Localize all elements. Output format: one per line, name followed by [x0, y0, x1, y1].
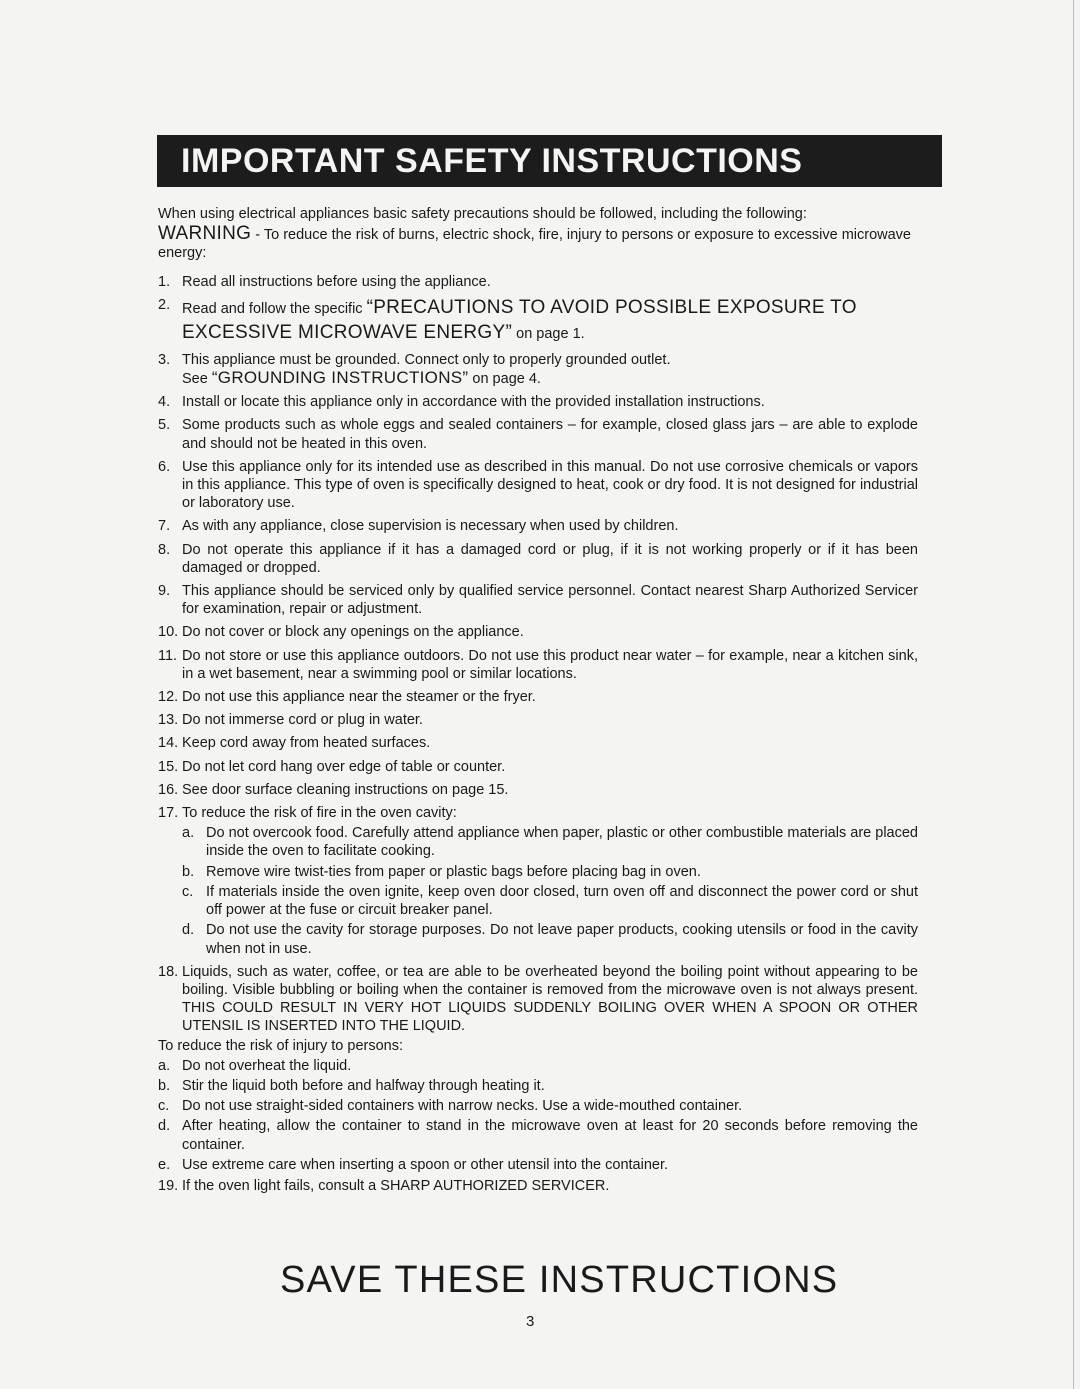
intro-line: When using electrical appliances basic safety precautions should be followed, including the following:: [158, 206, 807, 222]
item-text: Do not store or use this appliance outdoors. Do not use this product near water – for example, near a kitchen sink, in a wet basement, near a swimming pool or similar locations.: [182, 647, 918, 682]
item-text-emphasis: “PRECAUTIONS TO AVOID POSSIBLE EXPOSURE TO EXCESSIVE MICROWAVE ENERGY”: [182, 296, 857, 343]
save-instructions-title: SAVE THESE INSTRUCTIONS: [280, 1259, 839, 1301]
item-text: [182, 296, 918, 346]
list-item: [158, 963, 918, 1036]
list-item: [158, 351, 918, 388]
list-item: [158, 623, 918, 641]
list-item: [158, 711, 918, 729]
sub-item-letter: b.: [158, 1077, 171, 1094]
list-item: [158, 517, 918, 535]
list-item: [158, 734, 918, 752]
item-number: 17.: [158, 805, 179, 822]
item-text: Do not cover or block any openings on the appliance.: [182, 624, 524, 641]
list-item: [158, 781, 918, 799]
sub-item-text: After heating, allow the container to stand in the microwave oven at least for 20 seconds before removing the container.: [182, 1118, 918, 1153]
item-number: 8.: [158, 541, 171, 558]
item-text: Install or locate this appliance only in accordance with the provided installation instructions.: [182, 394, 765, 411]
item-number: 4.: [158, 394, 171, 411]
item-number: 2.: [158, 296, 171, 313]
item-body: [182, 804, 918, 958]
item-number: 5.: [158, 417, 171, 434]
page-number: 3: [526, 1313, 535, 1330]
list-item: [158, 393, 918, 411]
item-number: 19.: [158, 1177, 179, 1194]
item-number: 13.: [158, 712, 179, 729]
warning-paragraph: [158, 225, 918, 262]
page-edge-line: [1073, 0, 1074, 1389]
sub-item: [158, 1057, 918, 1075]
item-text: Do not immerse cord or plug in water.: [182, 712, 423, 729]
item-number: 6.: [158, 458, 171, 475]
item-number: 1.: [158, 273, 171, 290]
sub-item-letter: d.: [182, 922, 195, 939]
sub-item-text: If materials inside the oven ignite, keep oven door closed, turn oven off and disconnect the power cord or shut off power at the fuse or circuit breaker panel.: [206, 883, 918, 919]
item-body: [182, 963, 918, 1036]
item-text-post: on page 4.: [468, 371, 541, 388]
item-text: Liquids, such as water, coffee, or tea are able to be overheated beyond the boiling point without appearing to be boiling. Visible bubbling or boiling when the container is removed from the microwave oven is not always present. THIS COULD RESULT IN VERY HOT LIQUIDS SUDDENLY BOILING OVER WHEN A SPOON OR OTHER UTENSIL IS INSERTED INTO THE LIQUID.: [182, 963, 918, 1035]
sub-item: [182, 921, 918, 957]
instructions-body: [158, 205, 918, 1195]
sub-item-letter: e.: [158, 1156, 171, 1173]
sub-item: [158, 1097, 918, 1115]
item-number: 9.: [158, 583, 171, 600]
item-text-emphasis: “GROUNDING INSTRUCTIONS”: [211, 368, 469, 388]
item-number: 10.: [158, 624, 179, 641]
sub-item-letter: c.: [182, 883, 194, 900]
list-item: [158, 416, 918, 452]
item-number: 14.: [158, 735, 179, 752]
sub-item-text: Do not use the cavity for storage purposes. Do not leave paper products, cooking utensils or food in the cavity when not in use.: [206, 922, 918, 957]
item-text: Use this appliance only for its intended use as described in this manual. Do not use corrosive chemicals or vapors in this appliance. This type of oven is specifically designed to heat, cook or dry food. It is not designed for industrial or laboratory use.: [182, 458, 918, 512]
sub-item-text: Do not overheat the liquid.: [182, 1057, 352, 1074]
item-number: 16.: [158, 781, 179, 798]
list-item: [158, 758, 918, 776]
sub-item-text: Remove wire twist-ties from paper or plastic bags before placing bag in oven.: [206, 863, 701, 880]
list-item: [158, 688, 918, 706]
item-text: Do not let cord hang over edge of table or counter.: [182, 758, 506, 775]
sub-item-letter: c.: [158, 1098, 170, 1115]
safety-banner: IMPORTANT SAFETY INSTRUCTIONS: [157, 135, 942, 187]
item-text: Do not use this appliance near the steamer or the fryer.: [182, 689, 536, 706]
sub-item-text: Do not use straight-sided containers with narrow necks. Use a wide-mouthed container.: [182, 1098, 743, 1115]
sub-item-text: Do not overcook food. Carefully attend appliance when paper, plastic or other combustible materials are placed inside the oven to facilitate cooking.: [206, 825, 918, 860]
sub-item: [182, 824, 918, 860]
item-number: 11.: [158, 647, 178, 664]
item-lead: To reduce the risk of injury to persons:: [158, 1037, 404, 1054]
item-text: Read all instructions before using the appliance.: [182, 273, 491, 290]
item-number: 18.: [158, 963, 179, 980]
item-text-main: This appliance must be grounded. Connect only to properly grounded outlet.: [182, 351, 671, 368]
item-text: As with any appliance, close supervision is necessary when used by children.: [182, 518, 679, 535]
sub-item-letter: d.: [158, 1118, 171, 1135]
sub-item-text: Stir the liquid both before and halfway through heating it.: [182, 1077, 545, 1094]
list-item: [158, 541, 918, 577]
sub-item: [158, 1156, 918, 1174]
item-text: Keep cord away from heated surfaces.: [182, 735, 431, 752]
list-item: [158, 273, 918, 291]
list-item: [158, 296, 918, 346]
sub-item-letter: a.: [158, 1057, 171, 1074]
list-item: [158, 1177, 918, 1195]
sub-item-letter: b.: [182, 863, 195, 880]
list-item: [158, 582, 918, 618]
item-number: 15.: [158, 758, 179, 775]
item-text: To reduce the risk of fire in the oven cavity:: [182, 805, 457, 822]
sub-item: [182, 863, 918, 881]
sub-item-letter: a.: [182, 825, 195, 842]
list-item: [158, 647, 918, 683]
sub-item-text: Use extreme care when inserting a spoon or other utensil into the container.: [182, 1156, 669, 1173]
warning-text: - To reduce the risk of burns, electric shock, fire, injury to persons or exposure to excessive microwave energy:: [158, 227, 911, 262]
list-item: [158, 458, 918, 513]
list-item: [158, 804, 918, 958]
item-text-pre: See: [182, 371, 212, 388]
item-text: Some products such as whole eggs and sealed containers – for example, closed glass jars – are able to explode and should not be heated in this oven.: [182, 417, 918, 452]
item-text-pre: Read and follow the specific: [182, 300, 367, 317]
item-text-post: on page 1.: [512, 325, 585, 342]
warning-word: WARNING: [158, 223, 252, 245]
item-text: This appliance should be serviced only by qualified service personnel. Contact nearest Sharp Authorized Servicer for examination, repair or adjustment.: [182, 583, 918, 618]
item-text: See door surface cleaning instructions on page 15.: [182, 781, 509, 798]
item-number: 7.: [158, 518, 171, 535]
item-number: 12.: [158, 689, 179, 706]
sub-item: [182, 883, 918, 919]
item-text: [182, 351, 918, 388]
sub-item: [158, 1077, 918, 1095]
item-text: Do not operate this appliance if it has a damaged cord or plug, if it is not working properly or if it has been damaged or dropped.: [182, 541, 918, 576]
item-text: If the oven light fails, consult a SHARP AUTHORIZED SERVICER.: [182, 1177, 610, 1194]
sub-item: [158, 1117, 918, 1153]
item-number: 3.: [158, 351, 171, 368]
